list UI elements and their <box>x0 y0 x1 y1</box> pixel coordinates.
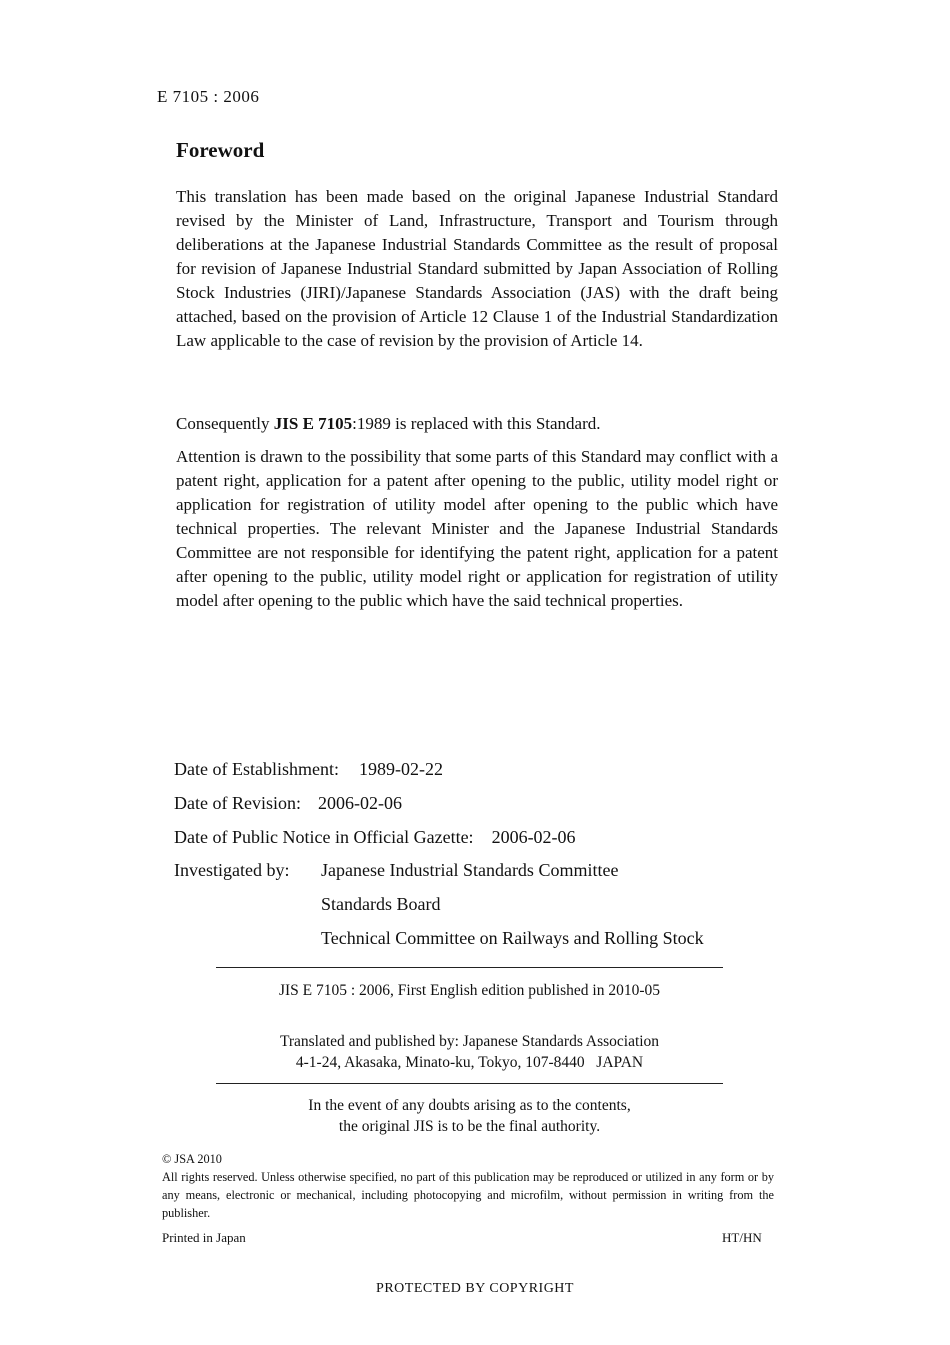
establishment-date-row <box>174 757 443 781</box>
paragraph-2-suffix: :1989 is replaced with this Standard. <box>352 414 601 433</box>
authority-note-line-2: the original JIS is to be the final authority. <box>338 1118 601 1135</box>
foreword-paragraph-1: This translation has been made based on the original Japanese Industrial Standard revised by the Minister of Land, Infrastructure, Transport and Tourism through deliberations at the Japanese Industrial Standards Committee as the result of proposal for revision of Japanese Industrial Standard submitted by Japan Association of Rolling Stock Industries (JIRI)/Japanese Standards Association (JAS) with the draft being attached, based on the provision of Article 12 Clause 1 of the Industrial Standardization Law applicable to the case of revision by the provision of Article 14. <box>176 187 778 350</box>
revision-value: 2006-02-06 <box>317 793 402 813</box>
jis-reference: JIS E 7105 <box>273 414 353 433</box>
revision-date-row <box>174 791 402 815</box>
paragraph-2-prefix: Consequently <box>176 414 274 433</box>
foreword-paragraph-3: Attention is drawn to the possibility that some parts of this Standard may conflict with a patent right, application for a patent after opening to the public, utility model right or application for registration of utility model after opening to the public which have technical properties. The relevant Minister and the Japanese Industrial Standards Committee are not responsible for identifying the patent right, application for a patent after opening to the public, utility model right or application for registration of utility model after opening to the public which have the said technical properties. <box>176 447 778 610</box>
investigated-by-label: Investigated by: <box>174 860 290 880</box>
copyright-notice: All rights reserved. Unless otherwise specified, no part of this publication may be reproduced or utilized in any form or by any means, electronic or mechanical, including photocopying and microfilm, without permission in writing from the publisher. <box>162 1170 774 1220</box>
establishment-value: 1989-02-22 <box>358 759 443 779</box>
printed-in-label: Printed in Japan <box>162 1230 246 1245</box>
translated-by-line: Translated and published by: Japanese Standards Association <box>279 1033 660 1050</box>
copyright-mark: © JSA 2010 <box>162 1152 222 1166</box>
document-header-id: E 7105 : 2006 <box>157 87 260 106</box>
publisher-block <box>216 1031 723 1073</box>
copyright-block <box>162 1150 774 1222</box>
divider-top <box>216 967 723 968</box>
authority-note-line-1: In the event of any doubts arising as to the contents, <box>308 1097 631 1114</box>
publisher-address: 4-1-24, Akasaka, Minato-ku, Tokyo, 107-8440 JAPAN <box>295 1054 644 1071</box>
edition-line: JIS E 7105 : 2006, First English edition published in 2010-05 <box>278 982 661 999</box>
public-notice-value: 2006-02-06 <box>491 827 576 847</box>
foreword-paragraph-2 <box>176 412 778 436</box>
protected-by-copyright-footer: PROTECTED BY COPYRIGHT <box>376 1281 574 1296</box>
divider-bottom <box>216 1083 723 1084</box>
authority-note <box>216 1095 723 1137</box>
investigated-by-item: Japanese Industrial Standards Committee <box>321 860 619 880</box>
revision-label: Date of Revision: <box>174 793 301 813</box>
foreword-title: Foreword <box>176 138 265 162</box>
investigated-by-item: Standards Board <box>321 894 441 914</box>
establishment-label: Date of Establishment: <box>174 759 339 779</box>
printer-code: HT/HN <box>722 1230 762 1245</box>
public-notice-date-row <box>174 825 576 849</box>
public-notice-label: Date of Public Notice in Official Gazette: <box>174 827 474 847</box>
investigated-by-item: Technical Committee on Railways and Rolling Stock <box>321 928 704 948</box>
